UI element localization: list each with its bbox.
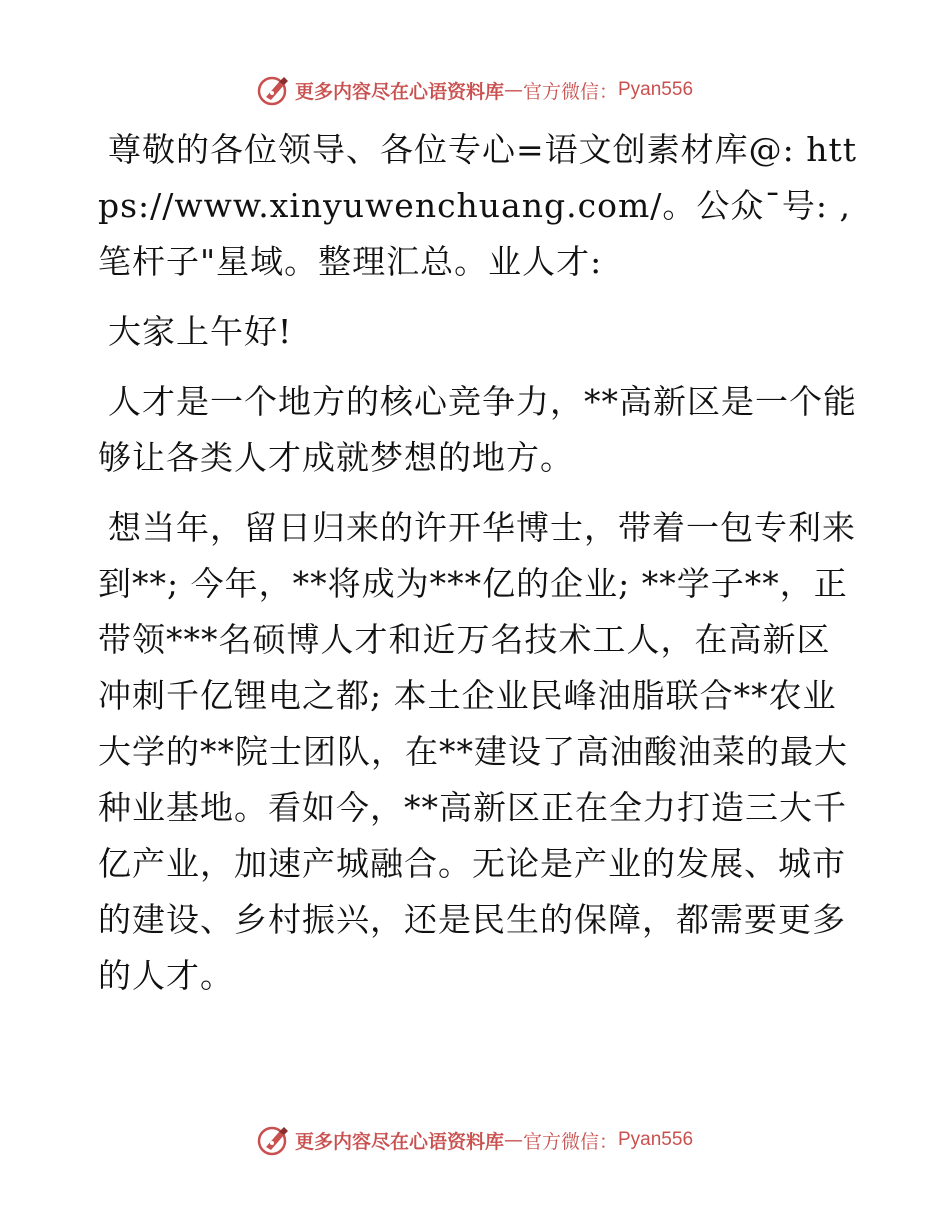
paragraph-talent-intro [98, 374, 858, 486]
paragraph-greeting-text: 大家上午好! [108, 312, 293, 351]
paragraph-examples [98, 500, 858, 1004]
paragraph-talent-intro-text: 人才是一个地方的核心竞争力，**高新区是一个能够让各类人才成就梦想的地方。 [98, 382, 857, 477]
header-slogan: 更多内容尽在心语资料库 [294, 80, 504, 103]
paragraph-opening [98, 122, 858, 290]
header-separator: — [503, 79, 523, 101]
header-wechat-label: 官方微信： [522, 80, 618, 103]
footer-separator: — [503, 1129, 523, 1151]
document-body [98, 122, 858, 1018]
header-banner [0, 70, 950, 110]
footer-wechat-label: 官方微信： [522, 1130, 618, 1153]
paragraph-examples-text: 想当年，留日归来的许开华博士，带着一包专利来到**; 今年，**将成为***亿的企业; **学子**，正带领***名硕博人才和近万名技术工人，在高新区冲刺千亿锂电之都; 本土企业民峰油脂联合**农业大学的**院士团队，在**建设了高油酸油菜的最大种业基地。看如今，**高新区正在全力打造三大千亿产业，加速产城融合。无论是产业的发展、城市的建设、乡村振兴，还是民生的保障，都需要更多的人才。 [98, 508, 856, 995]
footer-banner [0, 1120, 950, 1160]
pen-nib-logo-icon [257, 1123, 291, 1157]
paragraph-greeting [98, 304, 858, 360]
footer-wechat-id: Pyan556 [618, 1129, 694, 1150]
footer-slogan: 更多内容尽在心语资料库 [294, 1130, 504, 1153]
paragraph-opening-text: 尊敬的各位领导、各位专心=语文创素材库@: https://www.xinyuwenchuang.com/。公众¯号: ,笔杆子"星域。整理汇总。业人才: [98, 130, 858, 281]
header-wechat-id: Pyan556 [618, 79, 694, 100]
pen-nib-logo-icon [257, 73, 291, 107]
